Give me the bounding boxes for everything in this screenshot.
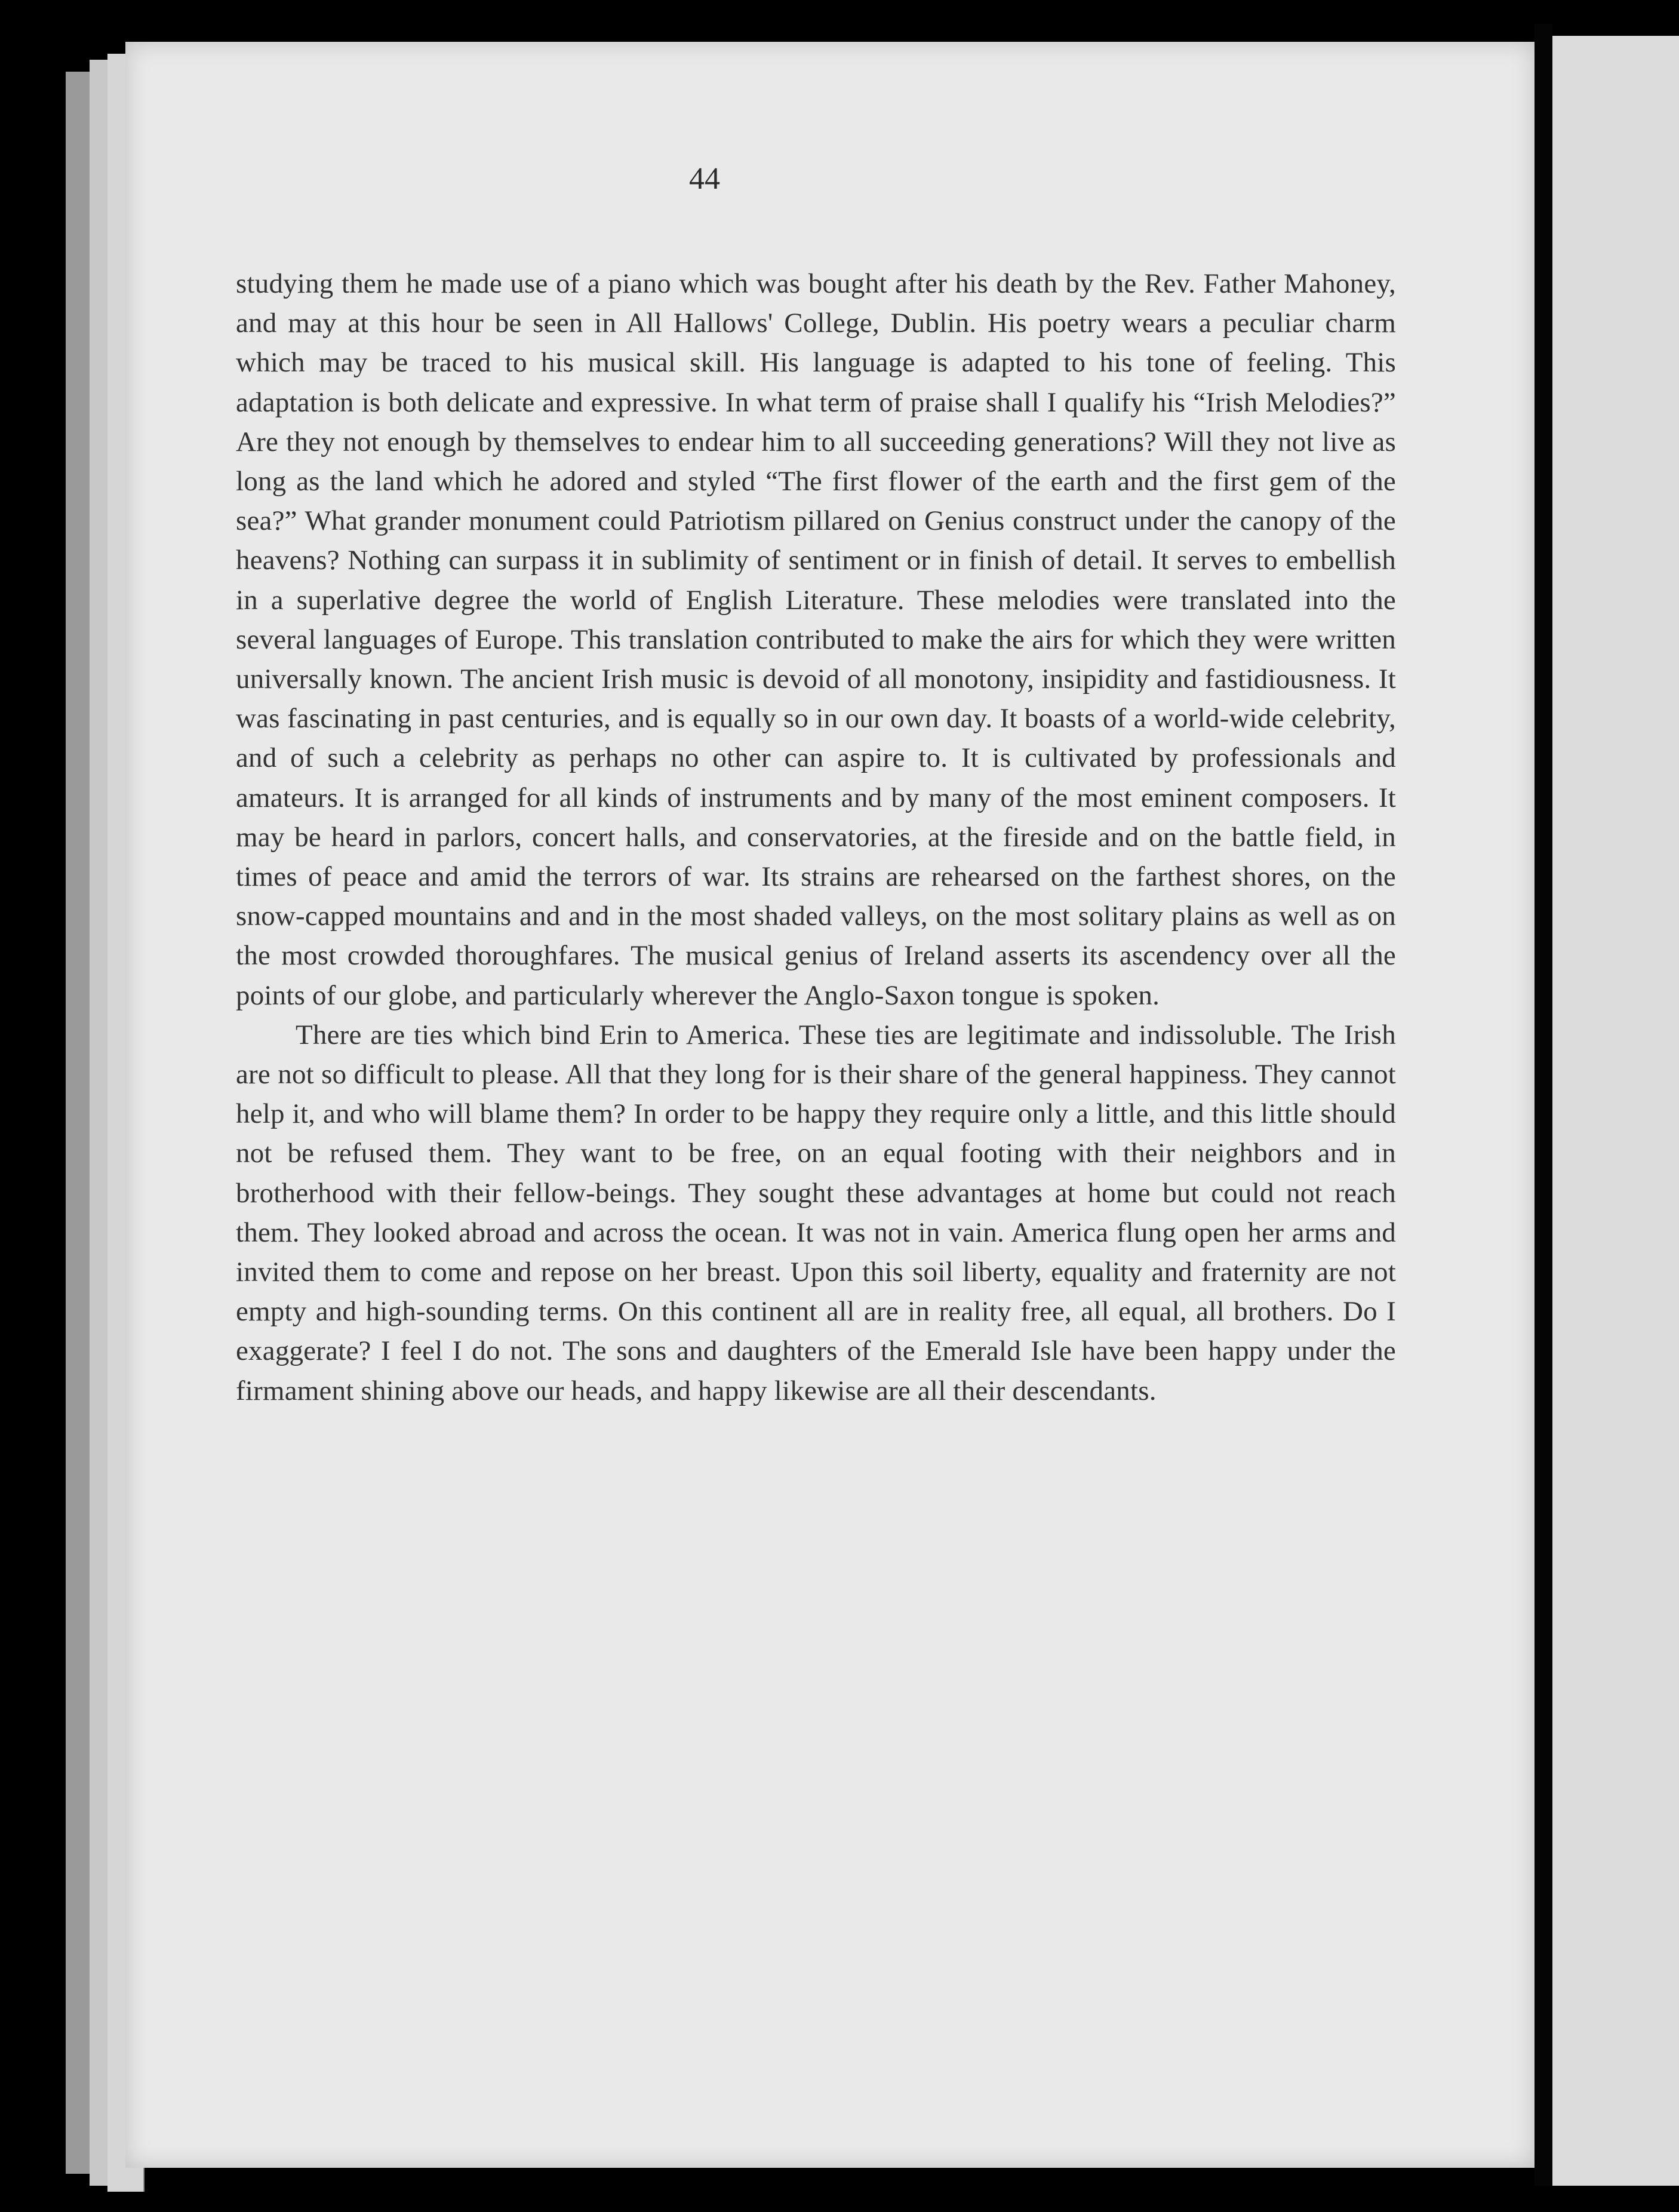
book-binding xyxy=(1535,24,1552,2186)
paragraph: studying them he made use of a piano which was bought after his death by the Rev. Father Mahoney, and may at this hour be seen in All Hallows' College, Dublin. His poetry wears a peculiar charm which may be traced to his musical skill. His language is adapted to his tone of feeling. This adaptation is both delicate and expressive. In what term of praise shall I qualify his “Irish Melodies?” Are they not enough by themselves to endear him to all succeeding generations? Will they not live as long as the land which he adored and styled “The first flower of the earth and the first gem of the sea?” What grander monument could Patriotism pillared on Genius construct under the canopy of the heavens? Nothing can surpass it in sublimity of sentiment or in finish of detail. It serves to embellish in a superlative degree the world of English Literature. These melodies were translated into the several languages of Europe. This translation contributed to make the airs for which they were written universally known. The ancient Irish music is devoid of all monotony, insipidity and fastidiousness. It was fascinating in past centuries, and is equally so in our own day. It boasts of a world-wide celebrity, and of such a celebrity as perhaps no other can aspire to. It is cultivated by professionals and amateurs. It is arranged for all kinds of instruments and by many of the most eminent composers. It may be heard in parlors, concert halls, and conservatories, at the fireside and on the battle field, in times of peace and amid the terrors of war. Its strains are rehearsed on the farthest shores, on the snow-capped mountains and and in the most shaded valleys, on the most solitary plains as well as on the most crowded thoroughfares. The musical genius of Ireland asserts its ascendency over all the points of our globe, and particularly wherever the Anglo-Saxon tongue is spoken. xyxy=(236,268,1396,1011)
page-number: 44 xyxy=(689,162,720,196)
body-text xyxy=(236,264,1396,1411)
paragraph: There are ties which bind Erin to America. These ties are legitimate and indissoluble. The Irish are not so difficult to please. All that they long for is their share of the general happiness. They cannot help it, and who will blame them? In order to be happy they require only a little, and this little should not be refused them. They want to be free, on an equal footing with their neighbors and in brotherhood with their fellow-beings. They sought these advantages at home but could not reach them. They looked abroad and across the ocean. It was not in vain. America flung open her arms and invited them to come and repose on her breast. Upon this soil liberty, equality and fraternity are not empty and high-sounding terms. On this continent all are in reality free, all equal, all brothers. Do I exaggerate? I feel I do not. The sons and daughters of the Emerald Isle have been happy under the firmament shining above our heads, and happy likewise are all their descendants. xyxy=(236,1019,1396,1406)
facing-page-edge xyxy=(1552,36,1679,2186)
